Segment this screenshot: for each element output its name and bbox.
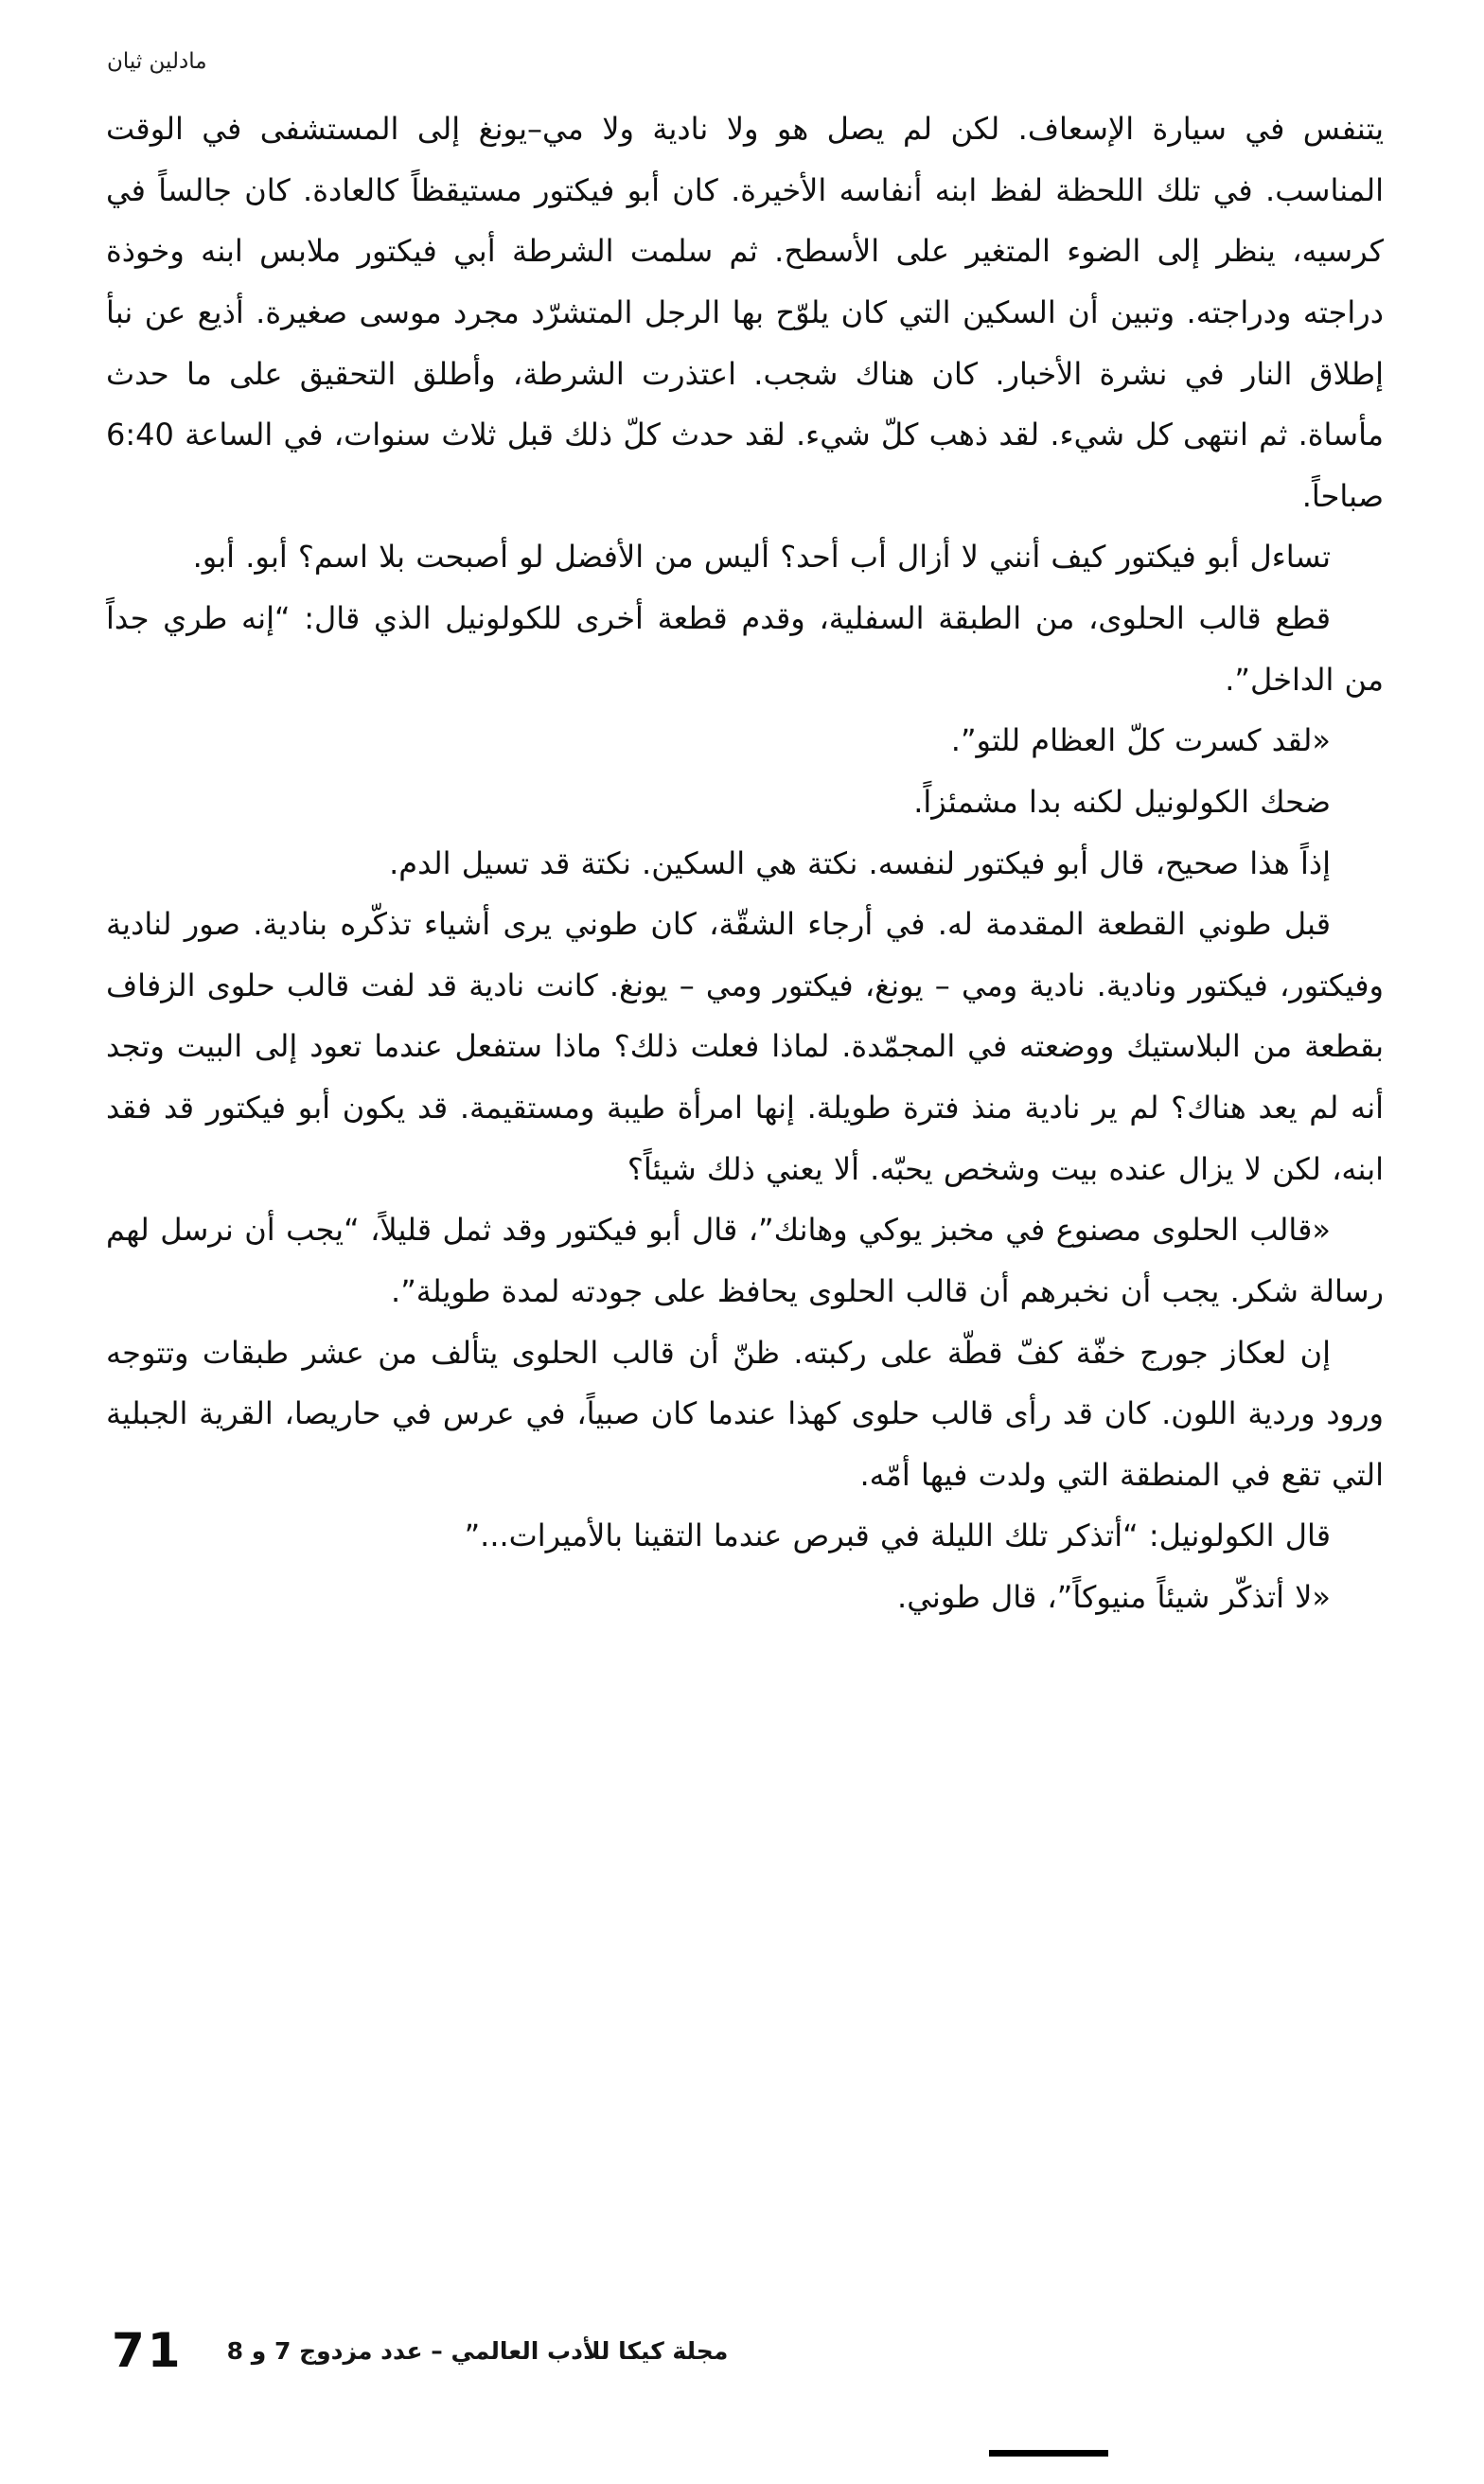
paragraph: يتنفس في سيارة الإسعاف. لكن لم يصل هو ولا نادية ولا مي–يونغ إلى المستشفى في الوقت المناسب. في تلك اللحظة لفظ ابنه أنفاسه الأخيرة. كان أبو فيكتور مستيقظاً كالعادة. كان جالساً في كرسيه، ينظر إلى الضوء المتغير على الأسطح. ثم سلمت الشرطة أبي فيكتور ملابس ابنه وخوذة دراجته ودراجته. وتبين أن السكين التي كان يلوّح بها الرجل المتشرّد مجرد موسى صغيرة. أذيع عن نبأ إطلاق النار في نشرة الأخبار. كان هناك شجب. اعتذرت الشرطة، وأطلق التحقيق على ما حدث مأساة. ثم انتهى كل شيء. لقد ذهب كلّ شيء. لقد حدث كلّ ذلك قبل ثلاث سنوات، في الساعة 6:40 صباحاً. (106, 111, 1384, 514)
paragraph: قطع قالب الحلوى، من الطبقة السفلية، وقدم قطعة أخرى للكولونيل الذي قال: “إنه طري جداً من الداخل”. (106, 600, 1384, 698)
paragraph: «لا أتذكّر شيئاً منيوكاً”، قال طوني. (897, 1579, 1331, 1615)
paragraph: «قالب الحلوى مصنوع في مخبز يوكي وهانك”، قال أبو فيكتور وقد ثمل قليلاً، “يجب أن نرسل لهم رسالة شكر. يجب أن نخبرهم أن قالب الحلوى يحافظ على جودته لمدة طويلة”. (106, 1212, 1384, 1309)
page-header-author: مادلين ثيان (107, 49, 207, 74)
paragraph: «لقد كسرت كلّ العظام للتو”. (950, 722, 1331, 759)
page-footer (112, 2323, 728, 2378)
scan-artifact (989, 2450, 1108, 2457)
journal-title: مجلة كيكا للأدب العالمي – عدد مزدوج 7 و 8 (226, 2336, 729, 2365)
paragraph: تساءل أبو فيكتور كيف أنني لا أزال أب أحد؟ أليس من الأفضل لو أصبحت بلا اسم؟ أبو. أبو. (192, 539, 1331, 576)
paragraph: ضحك الكولونيل لكنه بدا مشمئزاً. (913, 783, 1331, 820)
paragraph: قبل طوني القطعة المقدمة له. في أرجاء الشقّة، كان طوني يرى أشياء تذكّره بنادية. صور لنادية وفيكتور، فيكتور ونادية. نادية ومي – يونغ، فيكتور ومي – يونغ. كانت نادية قد لفت قالب حلوى الزفاف بقطعة من البلاستيك ووضعته في المجمّدة. لماذا فعلت ذلك؟ ماذا ستفعل عندما تعود إلى البيت وتجد أنه لم يعد هناك؟ لم ير نادية منذ فترة طويلة. إنها امرأة طيبة ومستقيمة. قد يكون أبو فيكتور قد فقد ابنه، لكن لا يزال عنده بيت وشخص يحبّه. ألا يعني ذلك شيئاً؟ (106, 906, 1384, 1187)
paragraph: إذاً هذا صحيح، قال أبو فيكتور لنفسه. نكتة هي السكين. نكتة قد تسيل الدم. (389, 844, 1331, 881)
page-body (106, 98, 1384, 1628)
page-number: 71 (112, 2323, 184, 2378)
paragraph: قال الكولونيل: “أتذكر تلك الليلة في قبرص عندما التقينا بالأميرات...” (464, 1517, 1331, 1554)
paragraph: إن لعكاز جورج خفّة كفّ قطّة على ركبته. ظنّ أن قالب الحلوى يتألف من عشر طبقات وتتوجه ورود وردية اللون. كان قد رأى قالب حلوى كهذا عندما كان صبياً، في عرس في حاريصا، القرية الجبلية التي تقع في المنطقة التي ولدت فيها أمّه. (106, 1334, 1384, 1493)
